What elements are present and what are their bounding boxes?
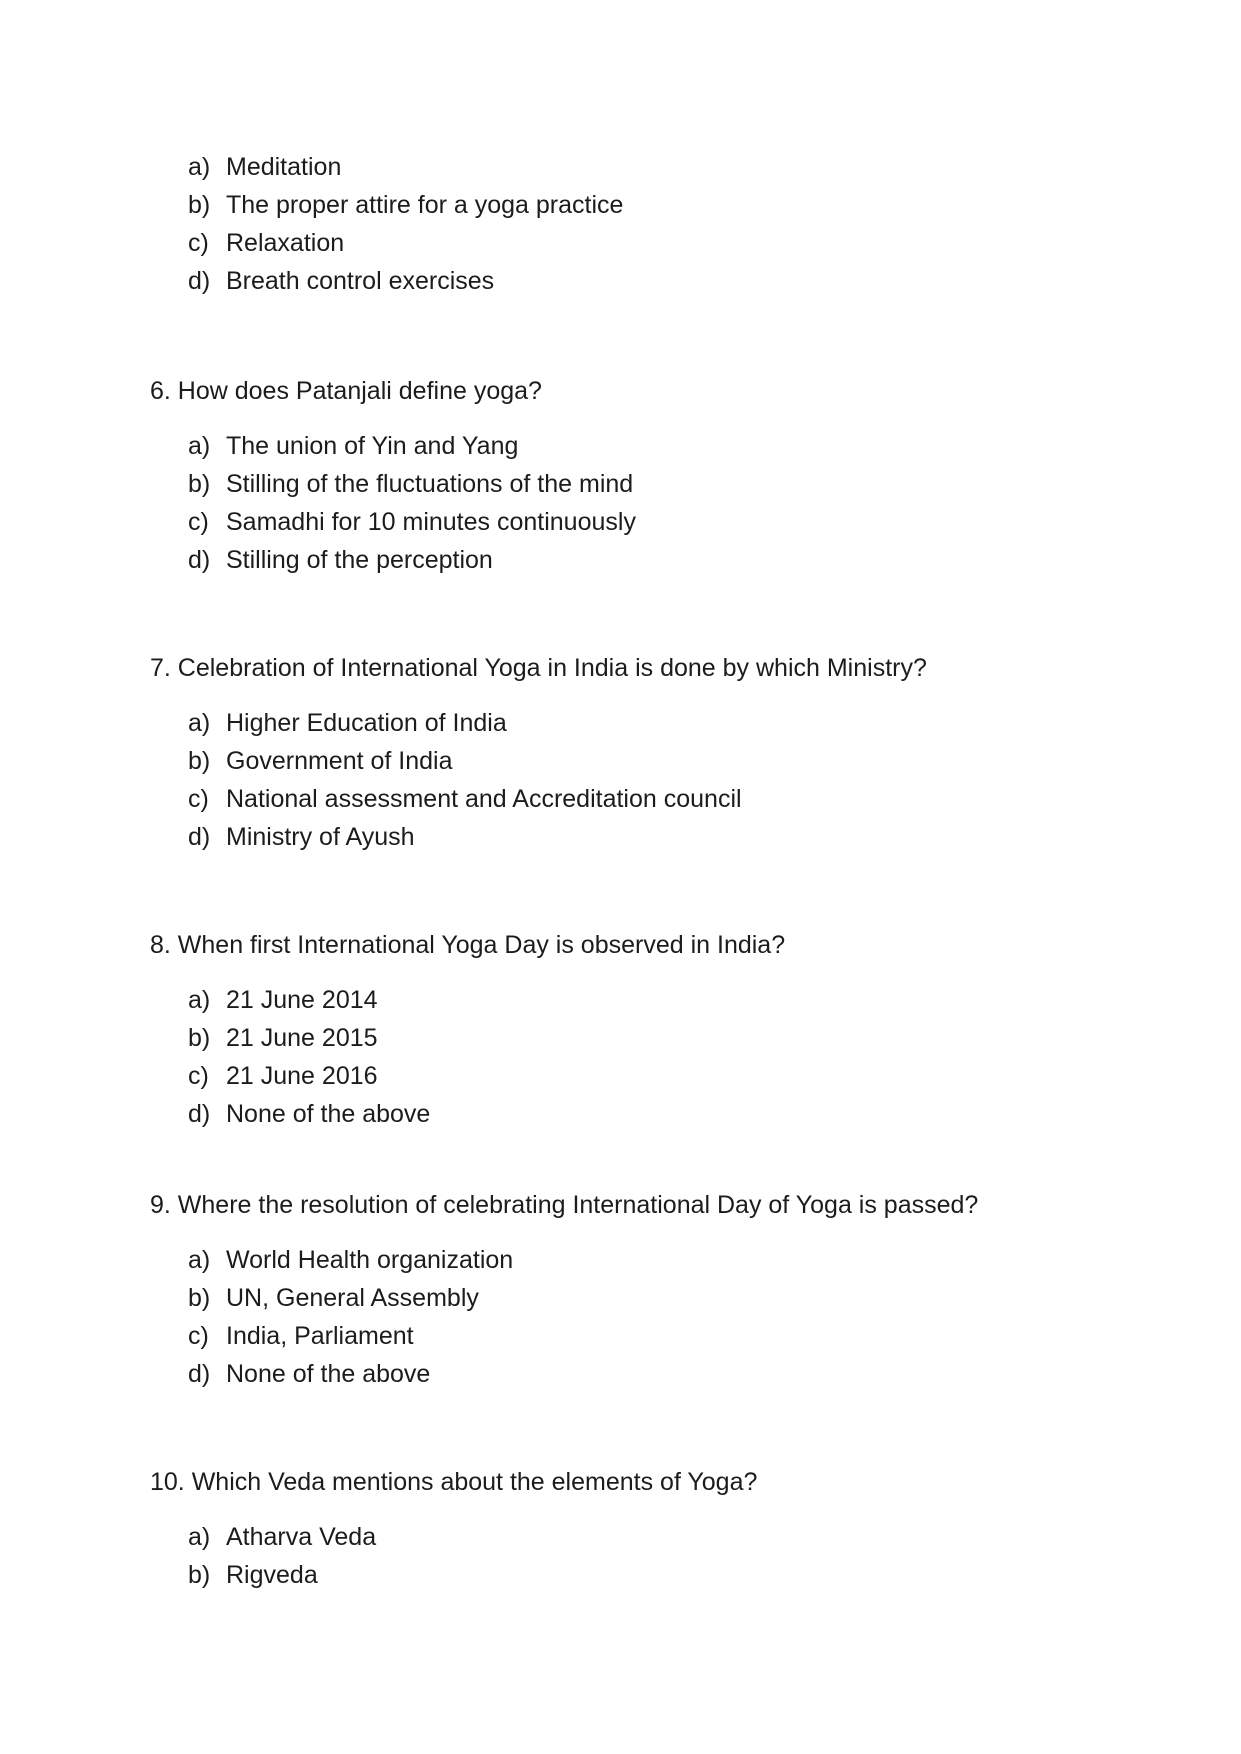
option-letter: c) xyxy=(188,229,209,257)
option-letter: c) xyxy=(188,1062,209,1090)
option-letter: b) xyxy=(188,470,211,498)
option-text: Breath control exercises xyxy=(226,267,495,295)
option-letter: c) xyxy=(188,1322,209,1350)
option-text: 21 June 2014 xyxy=(226,986,378,1014)
option-text: Samadhi for 10 minutes continuously xyxy=(226,508,636,536)
option-letter: b) xyxy=(188,1284,211,1312)
option-text: Rigveda xyxy=(226,1561,318,1589)
option-letter: d) xyxy=(188,546,211,574)
option-text: Stilling of the perception xyxy=(226,546,493,574)
option-letter: d) xyxy=(188,823,211,851)
option-letter: b) xyxy=(188,1561,211,1589)
option-text: World Health organization xyxy=(226,1246,514,1274)
option-letter: a) xyxy=(188,1246,211,1274)
option-letter: a) xyxy=(188,153,211,181)
option-letter: b) xyxy=(188,191,211,219)
question-text: 7. Celebration of International Yoga in India is done by which Ministry? xyxy=(150,654,927,682)
option-text: The union of Yin and Yang xyxy=(226,432,519,460)
question-text: 9. Where the resolution of celebrating International Day of Yoga is passed? xyxy=(150,1191,979,1219)
option-text: None of the above xyxy=(226,1360,431,1388)
option-text: 21 June 2015 xyxy=(226,1024,378,1052)
option-text: Higher Education of India xyxy=(226,709,507,737)
option-text: India, Parliament xyxy=(226,1322,414,1350)
option-text: Ministry of Ayush xyxy=(226,823,415,851)
option-letter: a) xyxy=(188,986,211,1014)
option-text: Stilling of the fluctuations of the mind xyxy=(226,470,634,498)
option-letter: b) xyxy=(188,1024,211,1052)
option-letter: d) xyxy=(188,1360,211,1388)
option-letter: b) xyxy=(188,747,211,775)
question-text: 8. When first International Yoga Day is observed in India? xyxy=(150,931,786,959)
option-text: The proper attire for a yoga practice xyxy=(226,191,624,219)
option-text: None of the above xyxy=(226,1100,431,1128)
option-text: 21 June 2016 xyxy=(226,1062,378,1090)
option-letter: a) xyxy=(188,1523,211,1551)
question-text: 6. How does Patanjali define yoga? xyxy=(150,377,542,405)
option-letter: d) xyxy=(188,1100,211,1128)
option-letter: a) xyxy=(188,432,211,460)
option-letter: c) xyxy=(188,785,209,813)
option-letter: a) xyxy=(188,709,211,737)
option-text: National assessment and Accreditation council xyxy=(226,785,742,813)
option-text: Atharva Veda xyxy=(226,1523,377,1551)
option-text: Relaxation xyxy=(226,229,345,257)
option-letter: d) xyxy=(188,267,211,295)
option-letter: c) xyxy=(188,508,209,536)
option-text: Government of India xyxy=(226,747,453,775)
question-text: 10. Which Veda mentions about the elements of Yoga? xyxy=(150,1468,758,1496)
option-text: Meditation xyxy=(226,153,342,181)
option-text: UN, General Assembly xyxy=(226,1284,479,1312)
